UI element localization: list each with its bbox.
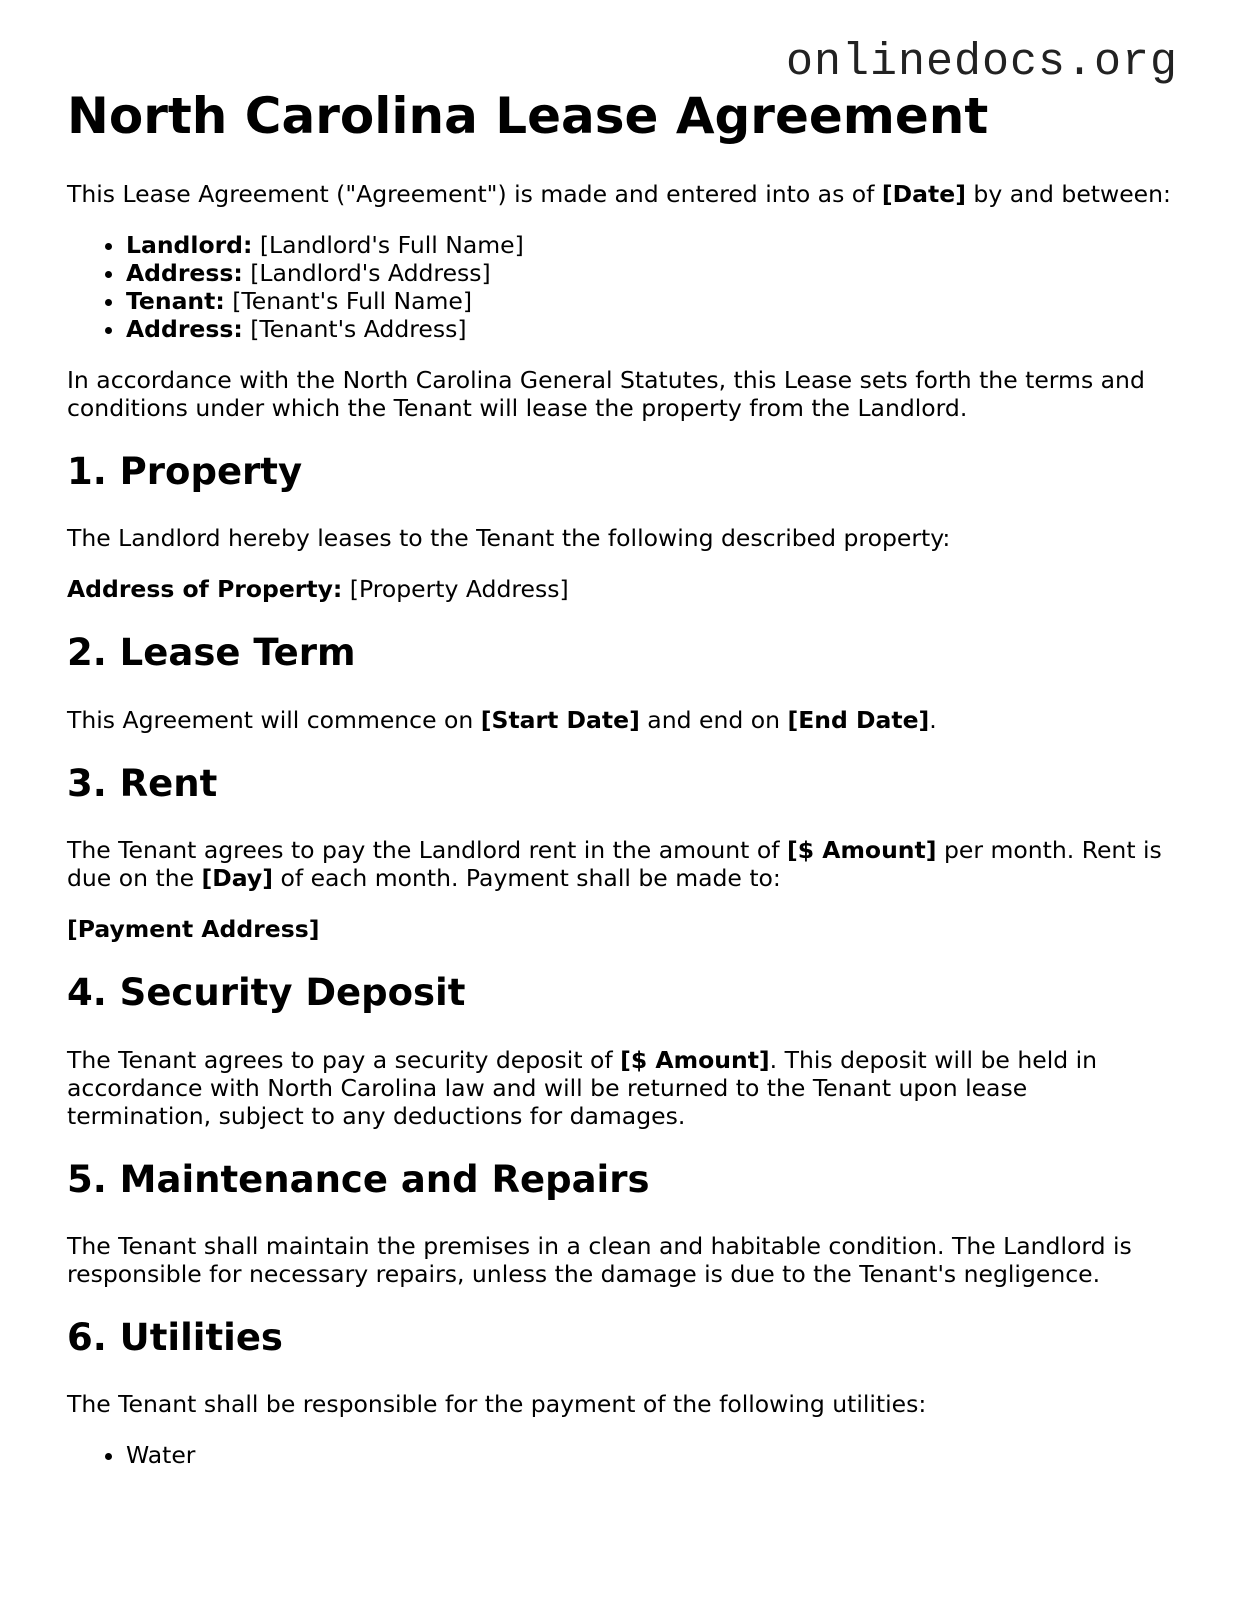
start-date-placeholder: [Start Date] [480,705,640,734]
rent-paragraph: The Tenant agrees to pay the Landlord rent in the amount of [$ Amount] per month. Rent is due on the [Day] of each month. Payment shall be made to: [67,836,1162,893]
section-heading-maintenance: 5. Maintenance and Repairs [67,1157,650,1201]
statute-paragraph: In accordance with the North Carolina General Statutes, this Lease sets forth the terms and conditions under which the Tenant will lease the property from the Landlord. [67,366,1145,422]
list-item: • Address: [Tenant's Address] [126,315,1177,343]
list-item: • Tenant: [Tenant's Full Name] [126,287,1177,315]
end-date-placeholder: [End Date] [787,705,930,734]
utilities-list [67,1441,1177,1469]
list-item: • Water [126,1441,1177,1469]
section-heading-lease-term: 2. Lease Term [67,631,356,675]
maintenance-paragraph: The Tenant shall maintain the premises in a clean and habitable condition. The Landlord is responsible for necessary repairs, unless the damage is due to the Tenant's negligence. [67,1231,1132,1288]
section-heading-security-deposit: 4. Security Deposit [67,971,466,1015]
section-heading-property: 1. Property [67,450,303,493]
lease-term-paragraph: This Agreement will commence on [Start Date] and end on [End Date]. [67,705,937,734]
date-placeholder: [Date] [881,180,966,208]
payment-address: [Payment Address] [67,915,320,944]
list-item: • Address: [Landlord's Address] [126,259,1177,287]
deposit-paragraph: The Tenant agrees to pay a security deposit of [$ Amount]. This deposit will be held in accordance with North Carolina law and will be returned to the Tenant upon lease termination, subject to any deductions for damages. [67,1045,1098,1130]
watermark-text: onlinedocs.org [785,37,1178,88]
property-paragraph: The Landlord hereby leases to the Tenant the following described property: [67,524,951,553]
utilities-paragraph: The Tenant shall be responsible for the payment of the following utilities: [67,1390,927,1419]
parties-list [67,231,1177,343]
intro-paragraph: This Lease Agreement ("Agreement") is made and entered into as of [Date] by and between: [67,180,1171,208]
list-item: • Landlord: [Landlord's Full Name] [126,231,1177,259]
rent-day-placeholder: [Day] [201,864,273,893]
section-heading-rent: 3. Rent [67,761,218,805]
property-address: Address of Property: [Property Address] [67,575,569,604]
deposit-amount-placeholder: [$ Amount] [620,1045,770,1074]
document-title: North Carolina Lease Agreement [67,87,989,145]
rent-amount-placeholder: [$ Amount] [786,836,937,865]
section-heading-utilities: 6. Utilities [67,1315,283,1359]
document-body [67,86,1177,1492]
